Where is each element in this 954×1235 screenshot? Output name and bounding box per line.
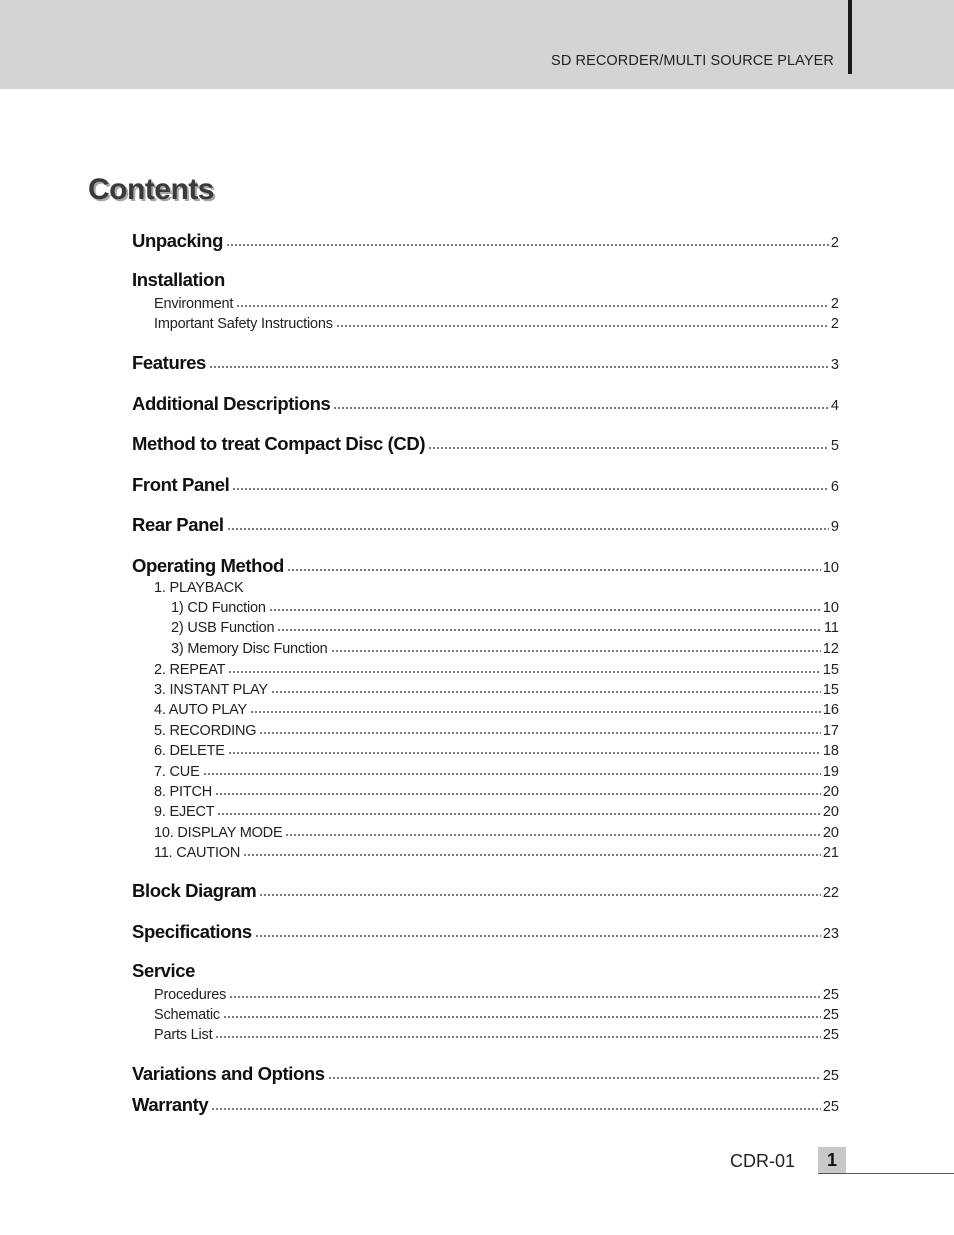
header-band <box>0 0 954 89</box>
toc-page-number: 2 <box>830 295 839 312</box>
dot-leader <box>285 833 820 837</box>
toc-page-number: 16 <box>822 701 839 718</box>
toc-label: Features <box>132 351 206 373</box>
dot-leader <box>336 324 829 328</box>
toc-entry-display-mode[interactable] <box>0 820 954 840</box>
page-number: 1 <box>818 1147 846 1173</box>
footer-model-name: CDR-01 <box>730 1151 796 1171</box>
dot-leader <box>243 853 821 857</box>
dot-leader <box>328 1076 821 1080</box>
toc-entry-features[interactable] <box>0 348 954 372</box>
toc-entry-schematic[interactable] <box>0 1002 954 1022</box>
toc-page-number: 10 <box>822 559 839 576</box>
toc-page-number: 17 <box>822 722 839 739</box>
toc-entry-front-panel[interactable] <box>0 470 954 494</box>
toc-entry-parts-list[interactable] <box>0 1022 954 1042</box>
toc-entry-repeat[interactable] <box>0 657 954 677</box>
toc-label: Parts List <box>154 1026 213 1043</box>
dot-leader <box>215 792 821 796</box>
toc-entry-safety-instructions[interactable] <box>0 311 954 331</box>
toc-page-number: 20 <box>822 824 839 841</box>
dot-leader <box>226 243 829 247</box>
toc-label: 2. REPEAT <box>154 661 226 678</box>
dot-leader <box>428 446 829 450</box>
dot-leader <box>232 487 829 491</box>
toc-label: 11. CAUTION <box>154 844 241 861</box>
toc-entry-pitch[interactable] <box>0 779 954 799</box>
toc-entry-environment[interactable] <box>0 291 954 311</box>
toc-heading-service[interactable]: Service <box>132 960 196 981</box>
toc-label: Important Safety Instructions <box>154 315 333 332</box>
toc-label: Specifications <box>132 920 252 942</box>
toc-entry-warranty[interactable] <box>0 1090 954 1114</box>
toc-page-number: 4 <box>830 397 839 414</box>
toc-label: Additional Descriptions <box>132 392 331 414</box>
toc-entry-cue[interactable] <box>0 759 954 779</box>
dot-leader <box>255 934 821 938</box>
dot-leader <box>259 893 821 897</box>
dot-leader <box>331 649 821 653</box>
dot-leader <box>229 995 821 999</box>
dot-leader <box>236 304 829 308</box>
dot-leader <box>223 1015 821 1019</box>
toc-label: 5. RECORDING <box>154 722 257 739</box>
toc-label: 1) CD Function <box>171 599 266 616</box>
toc-page-number: 19 <box>822 763 839 780</box>
toc-page-number: 6 <box>830 478 839 495</box>
dot-leader <box>277 628 822 632</box>
toc-page-number: 21 <box>822 844 839 861</box>
header-title: SD RECORDER/MULTI SOURCE PLAYER <box>551 53 834 69</box>
toc-page-number: 11 <box>823 619 839 636</box>
toc-label: 4. AUTO PLAY <box>154 701 247 718</box>
toc-page-number: 15 <box>822 661 839 678</box>
toc-page-number: 25 <box>822 1067 839 1084</box>
dot-leader <box>333 406 828 410</box>
toc-entry-compact-disc[interactable] <box>0 429 954 453</box>
toc-entry-additional-descriptions[interactable] <box>0 389 954 413</box>
page-title: Contents <box>88 173 214 206</box>
dot-leader <box>250 710 821 714</box>
toc-entry-memory-disc-function[interactable] <box>0 636 954 656</box>
toc-entry-instant-play[interactable] <box>0 677 954 697</box>
toc-page-number: 2 <box>830 315 839 332</box>
dot-leader <box>259 731 821 735</box>
toc-label: Operating Method <box>132 554 284 576</box>
toc-page-number: 23 <box>822 925 839 942</box>
dot-leader <box>271 690 821 694</box>
toc-page-number: 20 <box>822 803 839 820</box>
toc-entry-recording[interactable] <box>0 718 954 738</box>
dot-leader <box>209 365 829 369</box>
toc-label: Unpacking <box>132 229 223 251</box>
toc-page-number: 25 <box>822 1006 839 1023</box>
toc-label: Procedures <box>154 986 227 1003</box>
toc-label: Front Panel <box>132 473 230 495</box>
toc-page-number: 22 <box>822 884 839 901</box>
toc-label: 1. PLAYBACK <box>154 579 244 596</box>
toc-label: Schematic <box>154 1006 220 1023</box>
toc-label: Variations and Options <box>132 1062 325 1084</box>
toc-label: 3. INSTANT PLAY <box>154 681 268 698</box>
dot-leader <box>287 568 821 572</box>
dot-leader <box>227 527 829 531</box>
toc-entry-auto-play[interactable] <box>0 697 954 717</box>
toc-entry-eject[interactable] <box>0 799 954 819</box>
dot-leader <box>228 751 821 755</box>
toc-label: 10. DISPLAY MODE <box>154 824 283 841</box>
toc-label: 2) USB Function <box>171 619 275 636</box>
toc-page-number: 10 <box>822 599 839 616</box>
toc-page-number: 9 <box>830 518 839 535</box>
toc-label: 7. CUE <box>154 763 200 780</box>
toc-page-number: 15 <box>822 681 839 698</box>
toc-entry-specifications[interactable] <box>0 917 954 941</box>
toc-entry-block-diagram[interactable] <box>0 876 954 900</box>
dot-leader <box>203 772 821 776</box>
toc-entry-unpacking[interactable] <box>0 226 954 250</box>
toc-label: 8. PITCH <box>154 783 213 800</box>
toc-page-number: 25 <box>822 1026 839 1043</box>
toc-entry-usb-function[interactable] <box>0 615 954 635</box>
dot-leader <box>269 608 821 612</box>
toc-entry-variations-options[interactable] <box>0 1059 954 1083</box>
toc-label: 9. EJECT <box>154 803 215 820</box>
dot-leader <box>228 670 821 674</box>
toc-page-number: 25 <box>822 1098 839 1115</box>
toc-heading-installation[interactable]: Installation <box>132 269 225 290</box>
toc-page-number: 3 <box>830 356 839 373</box>
toc-entry-playback[interactable] <box>0 575 954 595</box>
toc-label: 6. DELETE <box>154 742 225 759</box>
dot-leader <box>211 1107 821 1111</box>
toc-page-number: 5 <box>830 437 839 454</box>
header-divider <box>848 0 852 74</box>
dot-leader <box>217 812 820 816</box>
toc-label: 3) Memory Disc Function <box>171 640 328 657</box>
toc-page-number: 25 <box>822 986 839 1003</box>
toc-page-number: 18 <box>822 742 839 759</box>
toc-page-number: 20 <box>822 783 839 800</box>
dot-leader <box>215 1035 820 1039</box>
toc-entry-delete[interactable] <box>0 738 954 758</box>
toc-label: Rear Panel <box>132 513 224 535</box>
toc-entry-cd-function[interactable] <box>0 595 954 615</box>
toc-label: Environment <box>154 295 234 312</box>
toc-page-number: 2 <box>830 234 839 251</box>
toc-entry-rear-panel[interactable] <box>0 510 954 534</box>
toc-page-number: 12 <box>822 640 839 657</box>
toc-label: Block Diagram <box>132 879 257 901</box>
footer-divider <box>818 1173 954 1174</box>
toc-entry-procedures[interactable] <box>0 982 954 1002</box>
toc-entry-operating-method[interactable] <box>0 551 954 575</box>
toc-label: Warranty <box>132 1093 209 1115</box>
toc-label: Method to treat Compact Disc (CD) <box>132 432 426 454</box>
toc-entry-caution[interactable] <box>0 840 954 860</box>
